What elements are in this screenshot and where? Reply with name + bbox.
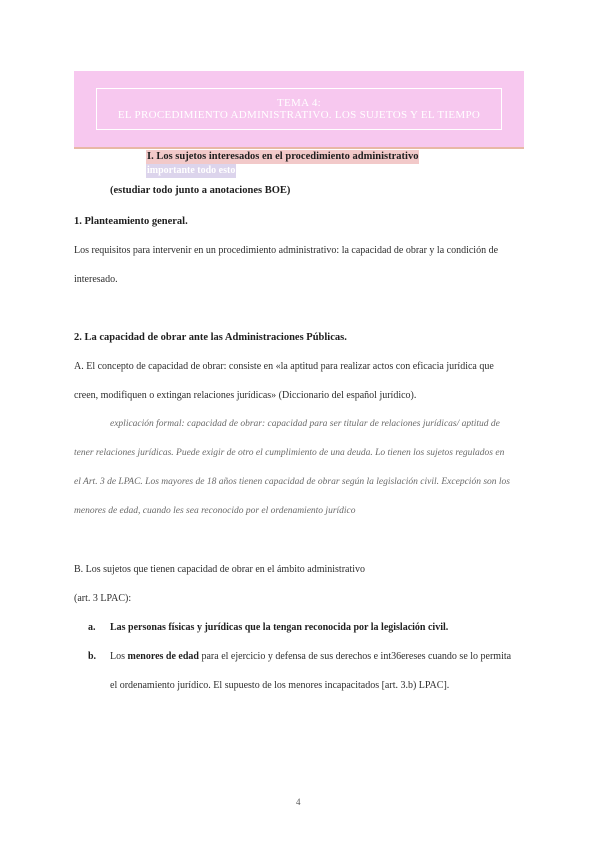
s2-a-line: A. El concepto de capacidad de obrar: consiste en «la aptitud para realizar actos con eficacia jurídica que: [74, 361, 494, 372]
annotation-line: menores de edad, cuando les sea reconocido por el ordenamiento jurídico: [74, 506, 356, 516]
s2-heading: 2. La capacidad de obrar ante las Administraciones Públicas.: [74, 332, 347, 343]
list-marker: b.: [88, 651, 97, 662]
section-heading: I. Los sujetos interesados en el procedimiento administrativo: [147, 151, 419, 162]
s2-b-line: B. Los sujetos que tienen capacidad de obrar en el ámbito administrativo: [74, 564, 366, 575]
list-item-pre: Los: [110, 651, 128, 662]
page-number: 4: [296, 797, 301, 807]
highlight-note: importante todo esto: [147, 165, 236, 176]
list-item-post: para el ejercicio y defensa de sus derechos e int36ereses cuando se lo permita: [198, 651, 512, 662]
s1-paragraph-line: Los requisitos para intervenir en un procedimiento administrativo: la capacidad de obrar y la condición de: [74, 245, 499, 256]
chapter-number: TEMA 4:: [277, 97, 321, 109]
title-frame: [96, 88, 502, 130]
list-marker: a.: [88, 622, 96, 633]
annotation-line: el Art. 3 de LPAC. Los mayores de 18 años tienen capacidad de obrar según la legislación civil. Excepción son los: [74, 477, 510, 487]
list-item-text: Las personas físicas y jurídicas que la tengan reconocida por la legislación civil.: [110, 622, 449, 633]
s2-a-line: creen, modifiquen o extingan relaciones jurídicas» (Diccionario del español jurídico).: [74, 390, 417, 401]
chapter-title: EL PROCEDIMIENTO ADMINISTRATIVO. LOS SUJETOS Y EL TIEMPO: [117, 109, 481, 121]
s1-heading: 1. Planteamiento general.: [74, 216, 188, 227]
s1-paragraph-line: interesado.: [74, 274, 118, 285]
list-item-text: [110, 651, 511, 662]
title-banner: [74, 71, 524, 149]
list-item-continuation: el ordenamiento jurídico. El supuesto de los menores incapacitados [art. 3.b) LPAC].: [110, 680, 450, 691]
study-note: (estudiar todo junto a anotaciones BOE): [110, 185, 291, 196]
section-heading-block: [146, 150, 419, 178]
annotation-line: tener relaciones jurídicas. Puede exigir de otro el cumplimiento de una deuda. Lo tienen los sujetos regulados en: [74, 448, 505, 458]
s2-b-line: (art. 3 LPAC):: [74, 593, 132, 604]
list-item-bold: menores de edad: [127, 651, 199, 662]
annotation-line: explicación formal: capacidad de obrar: capacidad para ser titular de relaciones jurídicas/ aptitud de: [110, 419, 500, 429]
